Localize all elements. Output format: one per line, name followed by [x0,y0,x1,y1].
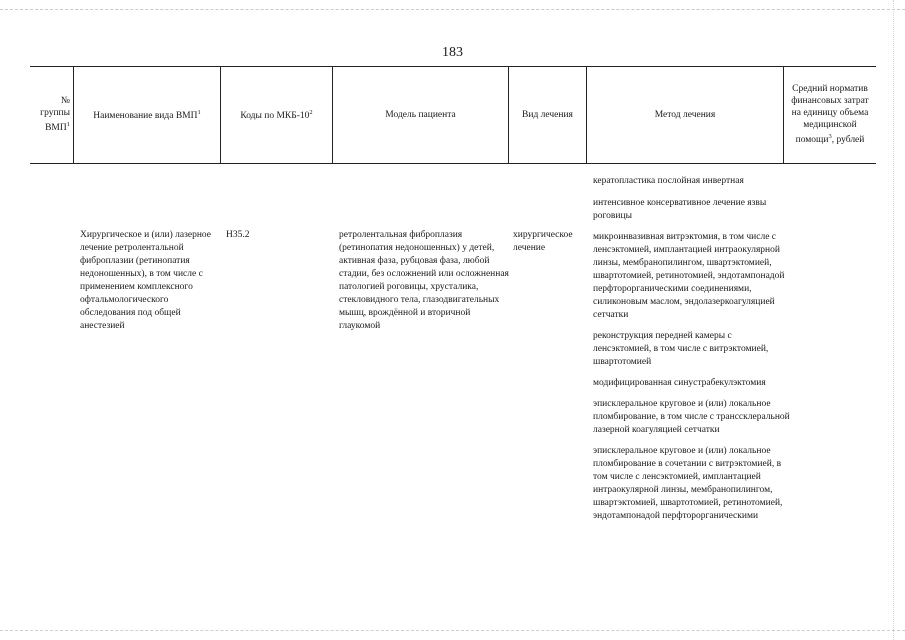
header-icd-codes [221,67,333,163]
header-group-no [30,67,74,163]
header-treatment-method [587,67,784,163]
method-item: интенсивное консервативное лечение язвы роговицы [593,198,767,221]
footnote-ref: 3 [828,133,832,141]
cell-icd-code: H35.2 [226,230,250,240]
header-vmp-name-label: Наименование вида ВМП [93,111,198,122]
header-treatment-type [509,67,587,163]
scan-edge-top [0,9,905,11]
header-avg-cost [784,67,876,163]
header-treatment-method-label: Метод лечения [654,110,716,120]
header-patient-model-label: Модель пациента [385,110,456,120]
header-vmp-name [74,67,221,163]
method-item: эписклеральное круговое и (или) локальное пломбирование, в том числе с транссклеральной лазерной коагуляцией сетчатки [593,399,790,435]
header-patient-model [333,67,509,163]
method-item: кератопластика послойная инвертная [593,176,744,186]
method-item: эписклеральное круговое и (или) локальное пломбирование в сочетании с витрэктомией, в том числе с ленсэктомией, имплантацией интраокулярной линзы, мембранопилингом, швартэктомией, швартотомией, ретинотомией, эндотампонадой перфторорганическими [593,446,783,521]
header-treatment-type-label: Вид лечения [522,110,573,120]
scan-edge-bottom [0,630,905,632]
header-group-no-label: № группы ВМП [40,96,70,134]
page-number: 183 [442,45,463,60]
scan-edge-right [893,0,895,640]
header-icd-codes-label: Коды по МКБ-10 [240,111,310,122]
method-item: модифицированная синустрабекулэктомия [593,378,766,388]
table-header [30,66,876,164]
cell-treatment-type: хирургическое лечение [513,230,573,253]
footnote-ref: 1 [66,121,70,129]
header-avg-cost-unit: , рублей [831,135,865,146]
cell-vmp-name: Хирургическое и (или) лазерное лечение ретролентальной фиброплазии (ретинопатия недоношенных), в том числе с применением комплексного офтальмологического обследования под общей анестезией [80,230,212,331]
header-avg-cost-label: Средний норматив финансовых затрат на единицу объема медицинской помощи [791,84,869,146]
cell-treatment-methods [593,175,791,531]
footnote-ref: 1 [197,109,201,117]
method-item: микроинвазивная витрэктомия, в том числе с ленсэктомией, имплантацией интраокулярной линзы, мембранопилингом, швартэктомией, швартотомией, ретинотомией, эндотампонадой перфторорганическими соединениями, силиконовым маслом, эндолазеркоагуляцией сетчатки [593,232,785,320]
cell-patient-model: ретролентальная фиброплазия (ретинопатия недоношенных) у детей, активная фаза, рубцовая фаза, любой стадии, без осложнений или осложненная патологией роговицы, хрусталика, стекловидного тела, глазодвигательных мышц, врождённой и вторичной глаукомой [339,230,509,331]
footnote-ref: 2 [309,109,313,117]
method-item: реконструкция передней камеры с ленсэктомией, в том числе с витрэктомией, швартотомией [593,331,769,367]
